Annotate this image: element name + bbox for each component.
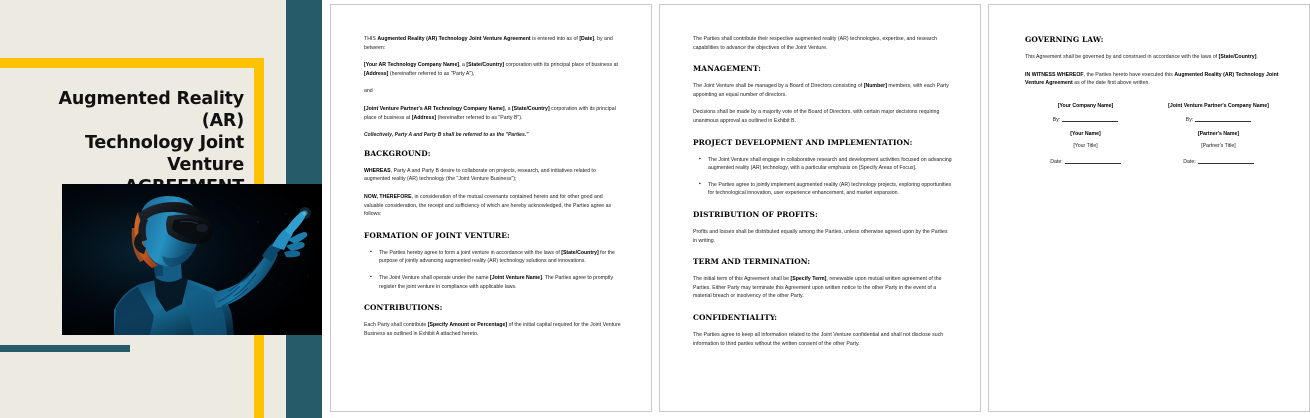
list-item: ▪ The Joint Venture shall operate under the name [Joint Venture Name]. The Parties agree to promptly register the joint venture in compliance with applicable laws. xyxy=(379,274,623,291)
signature-by-label: By: xyxy=(1052,116,1061,123)
document-page-2 xyxy=(330,4,652,412)
date-line[interactable] xyxy=(1065,163,1121,164)
heading-confidentiality: CONFIDENTIALITY: xyxy=(693,312,778,322)
signature-by-line xyxy=(1158,116,1279,125)
profits-paragraph: Profits and losses shall be distributed equally among the Parties, unless otherwise agreed upon by the Parties in writing. xyxy=(693,228,948,244)
signature-date-line xyxy=(1158,158,1279,167)
heading-distribution-of-profits: DISTRIBUTION OF PROFITS: xyxy=(693,209,818,219)
page-2-content xyxy=(331,5,651,357)
ar-headset-photo-illustration xyxy=(62,184,322,335)
cover-page xyxy=(0,0,322,418)
signature-party-label: [Joint Venture Partner's Company Name] xyxy=(1168,102,1269,109)
signature-date-label: Date: xyxy=(1050,158,1063,165)
heading-contributions: CONTRIBUTIONS: xyxy=(364,303,443,313)
signature-date-label: Date: xyxy=(1183,158,1196,165)
cover-title xyxy=(18,88,244,198)
signature-block xyxy=(1025,102,1279,167)
cover-teal-bottom-bar xyxy=(0,345,130,352)
management-paragraph-1: The Joint Venture shall be managed by a Board of Directors consisting of [Number] members, with each Party appointing an equal number of directors. xyxy=(693,83,949,98)
management-paragraph-2: Decisions shall be made by a majority vote of the Board of Directors, with certain major decisions requiring unanimous approval as outlined in Exhibit B. xyxy=(693,109,940,124)
cover-photo xyxy=(62,184,322,335)
signature-column-partner-company xyxy=(1158,102,1279,167)
list-item: ▪ The Parties agree to jointly implement augmented reality (AR) technology projects, exploring opportunities for technological innovation, user experience enhancement, and market expansion. xyxy=(708,181,952,198)
heading-formation-of-joint-venture: FORMATION OF JOINT VENTURE: xyxy=(364,230,510,240)
contributions-continued-paragraph: The Parties shall contribute their respective augmented reality (AR) technologies, expertise, and research capabilities to advance the objectives of the Joint Venture. xyxy=(693,36,938,51)
signature-column-your-company xyxy=(1025,102,1146,167)
cover-yellow-frame-top xyxy=(0,58,264,68)
signature-party-label: [Your Company Name] xyxy=(1057,102,1114,109)
page-3-content xyxy=(660,5,980,367)
signature-by-line xyxy=(1025,116,1146,125)
cover-title-line-1: Augmented Reality (AR) xyxy=(58,89,244,131)
signature-name: [Your Name] xyxy=(1070,130,1101,137)
collectively-paragraph: Collectively, Party A and Party B shall be referred to as the "Parties." xyxy=(364,132,529,139)
project-bullet-list xyxy=(693,156,952,198)
page-4-content xyxy=(989,5,1309,177)
signature-title: [Partner's Title] xyxy=(1201,142,1236,149)
party-a-paragraph: [Your AR Technology Company Name], a [State/Country] corporation with its principal place of business at [Address] (hereinafter referred to as "Party A"), xyxy=(364,62,618,77)
list-item: ▪ The Parties hereby agree to form a joint venture in accordance with the laws of [State/Country] for the purpose of jointly advancing augmented reality (AR) technology solutions and innovations. xyxy=(379,249,623,266)
party-b-paragraph: [Joint Venture Partner's AR Technology Company Name], a [State/Country] corporation with its principal place of business at [Address] (hereinafter referred to as "Party B"). xyxy=(364,105,616,121)
heading-term-and-termination: TERM AND TERMINATION: xyxy=(693,257,811,267)
list-item: ▪ The Joint Venture shall engage in collaborative research and development activities focused on advancing augmented reality (AR) technology, with a particular emphasis on [Specify Areas of Focus]. xyxy=(708,156,952,173)
heading-background: BACKGROUND: xyxy=(364,148,431,158)
signature-by-label: By: xyxy=(1185,116,1194,123)
document-page-3 xyxy=(659,4,981,412)
signature-line[interactable] xyxy=(1062,121,1118,122)
witness-whereof-paragraph: IN WITNESS WHEREOF, the Parties hereto have executed this Augmented Reality (AR) Technology Joint Venture Agreement as of the date first above written. xyxy=(1025,71,1279,87)
signature-name: [Partner's Name] xyxy=(1197,130,1240,137)
signature-date-line xyxy=(1025,158,1146,167)
whereas-paragraph: WHEREAS, Party A and Party B desire to collaborate on projects, research, and initiatives related to augmented reality (AR) technology (the "Joint Venture Business"); xyxy=(364,167,596,183)
heading-governing-law: GOVERNING LAW: xyxy=(1025,35,1104,44)
heading-management: MANAGEMENT: xyxy=(693,64,761,74)
heading-project-development: PROJECT DEVELOPMENT AND IMPLEMENTATION: xyxy=(693,137,913,147)
signature-title: [Your Title] xyxy=(1073,142,1098,149)
and-connector: and xyxy=(364,88,373,95)
document-page-4 xyxy=(988,4,1310,412)
intro-paragraph: THIS Augmented Reality (AR) Technology Joint Venture Agreement is entered into as of [Date], by and between: xyxy=(364,36,613,51)
date-line[interactable] xyxy=(1198,163,1254,164)
now-therefore-paragraph: NOW, THEREFORE, in consideration of the mutual covenants contained herein and for other good and valuable consideration, the receipt and sufficiency of which are hereby acknowledged, the Parties agree as follows: xyxy=(364,193,612,218)
confidentiality-paragraph: The Parties agree to keep all information related to the Joint Venture confidential and shall not disclose such information to third parties without the written consent of the other Party. xyxy=(693,331,944,347)
governing-law-paragraph: This Agreement shall be governed by and construed in accordance with the laws of [State/Country]. xyxy=(1025,54,1258,60)
signature-line[interactable] xyxy=(1195,121,1251,122)
cover-title-line-2: Technology Joint Venture xyxy=(85,133,244,175)
formation-bullet-list xyxy=(364,249,623,291)
term-paragraph: The initial term of this Agreement shall be [Specify Term], renewable upon mutual written agreement of the Parties. Either Party may terminate this Agreement upon written notice to the other Party in the event of a material breach or insolvency of the other Party. xyxy=(693,276,942,300)
contributions-paragraph: Each Party shall contribute [Specify Amount or Percentage] of the initial capital required for the Joint Venture Business as outlined in Exhibit A attached hereto. xyxy=(364,322,621,337)
